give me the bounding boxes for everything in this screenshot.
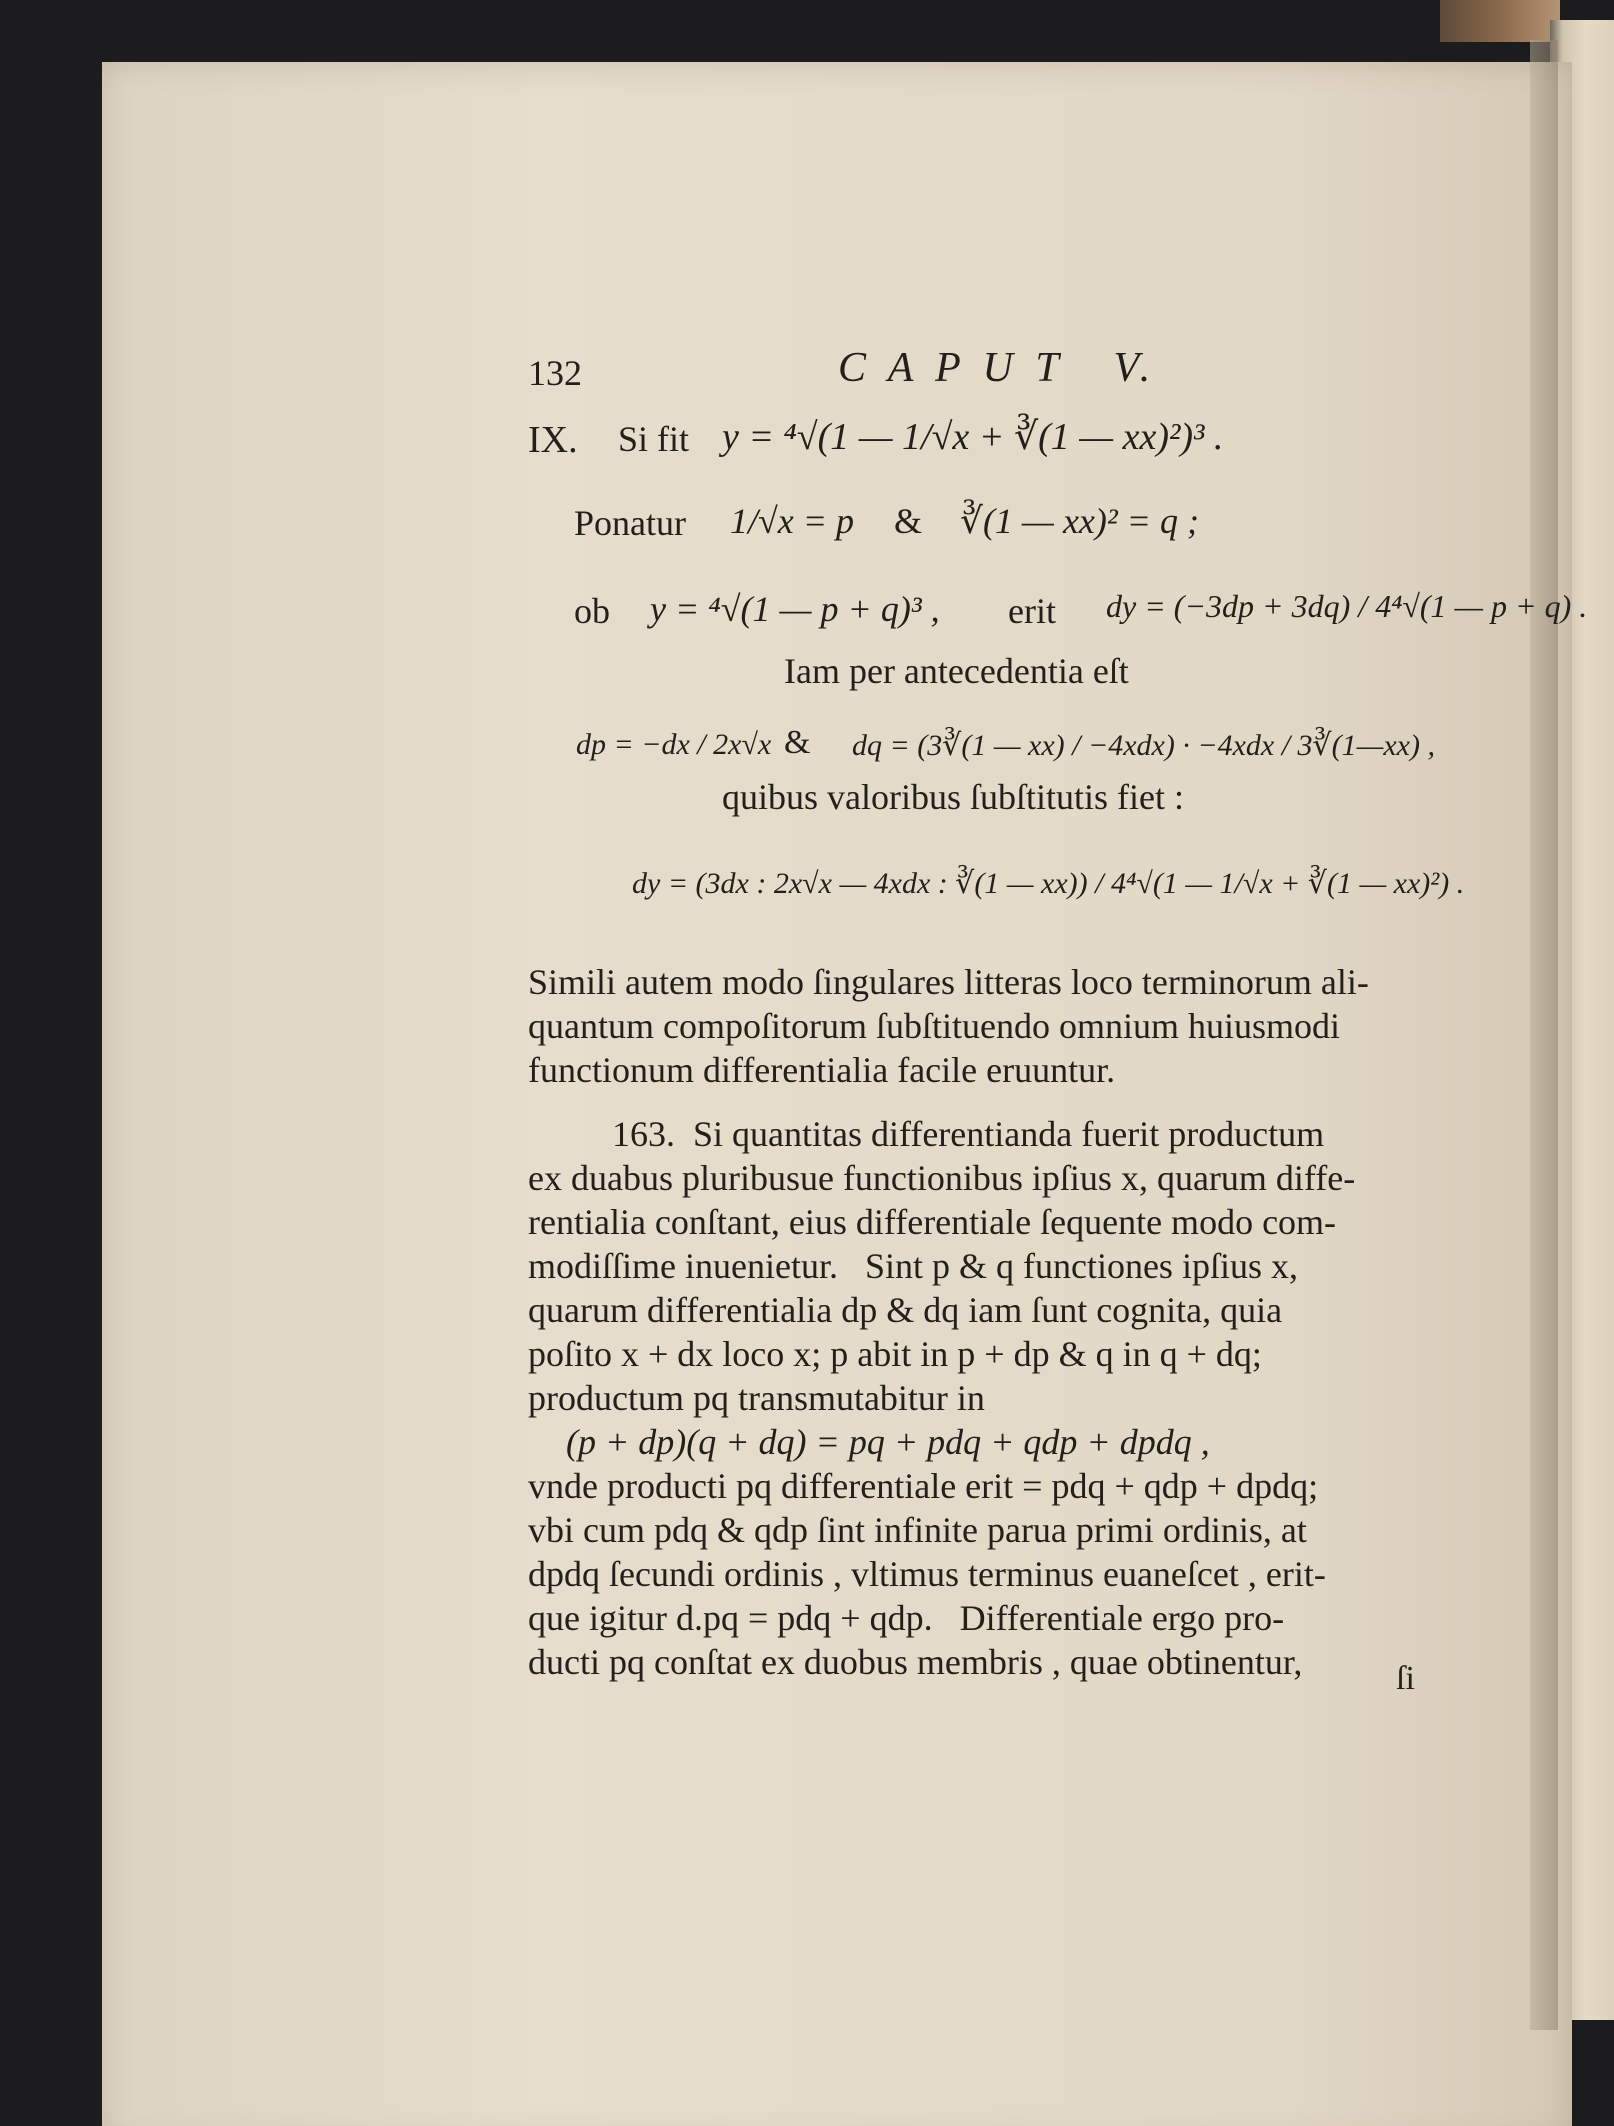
page-gutter-shadow <box>1530 40 1558 2030</box>
equation-dy-in-p-q: dy = (−3dp + 3dq) / 4⁴√(1 — p + q) . <box>1106 588 1588 624</box>
page-number: 132 <box>528 353 582 393</box>
example-label: IX. <box>528 419 578 461</box>
catchword: ſi <box>1396 1660 1415 1697</box>
paragraph1-line-2: quantum compoſitorum ſubſtituendo omnium huiusmodi <box>528 1006 1340 1046</box>
paragraph2-equation-product: (p + dp)(q + dq) = pq + pdq + qdp + dpdq , <box>566 1422 1210 1462</box>
paragraph2-line-5: quarum differentialia dp & dq iam ſunt cognita, quia <box>528 1290 1283 1330</box>
equation-dy-final: dy = (3dx : 2x√x — 4xdx : ∛(1 — xx)) / 4⁴√(1 — 1/√x + ∛(1 — xx)²) . <box>632 867 1465 900</box>
conjunction-et: & <box>894 501 923 541</box>
quibus-line: quibus valoribus ſubſtitutis fiet : <box>722 777 1184 817</box>
paragraph2-line-7: productum pq transmutabitur in <box>528 1378 985 1418</box>
conjunction-et-2: & <box>784 724 811 761</box>
paragraph2-line-13: ducti pq conſtat ex duobus membris , quae obtinentur, <box>528 1642 1303 1682</box>
paragraph2-line-10: vbi cum pdq & qdp ſint infinite parua primi ordinis, at <box>528 1510 1307 1550</box>
paragraph2-line-1: 163. Si quantitas differentianda fuerit productum <box>612 1114 1325 1154</box>
equation-q-substitution: ∛(1 — xx)² = q ; <box>960 501 1199 541</box>
paragraph2-line-2: ex duabus pluribusue functionibus ipſius x, quarum diffe- <box>528 1158 1356 1198</box>
example-intro: Si fit <box>618 419 690 459</box>
antecedentia-line: Iam per antecedentia eſt <box>784 651 1129 691</box>
book-page <box>102 62 1572 2126</box>
paragraph2-line-9: vnde producti pq differentiale erit = pdq + qdp + dpdq; <box>528 1466 1319 1506</box>
equation-dp: dp = −dx / 2x√x <box>576 728 772 761</box>
ponatur-label: Ponatur <box>574 503 686 543</box>
paragraph2-line-4: modiſſime inuenietur. Sint p & q functiones ipſius x, <box>528 1246 1298 1286</box>
paragraph2-line-3: rentialia conſtant, eius differentiale ſequente modo com- <box>528 1202 1337 1242</box>
book-edge-tab <box>1440 0 1560 42</box>
paragraph2-line-12: que igitur d.pq = pdq + qdp. Differentiale ergo pro- <box>528 1598 1285 1638</box>
running-title: C A P U T V. <box>838 345 1157 391</box>
equation-dq: dq = (3∛(1 — xx) / −4xdx) · −4xdx / 3∛(1—xx) , <box>852 729 1435 762</box>
equation-y-in-p-q: y = ⁴√(1 — p + q)³ , <box>650 589 940 629</box>
paragraph1-line-3: functionum differentialia facile eruuntur. <box>528 1050 1116 1090</box>
paragraph1-line-1: Simili autem modo ſingulares litteras loco terminorum ali- <box>528 962 1369 1002</box>
paragraph2-line-11: dpdq ſecundi ordinis , vltimus terminus euaneſcet , erit- <box>528 1554 1326 1594</box>
erit-label: erit <box>1008 591 1056 631</box>
ob-label: ob <box>574 591 610 631</box>
paragraph2-line-6: poſito x + dx loco x; p abit in p + dp & q in q + dq; <box>528 1334 1262 1374</box>
equation-p-substitution: 1/√x = p <box>730 501 855 541</box>
equation-y-definition: y = ⁴√(1 — 1/√x + ∛(1 — xx)²)³ . <box>722 416 1224 458</box>
